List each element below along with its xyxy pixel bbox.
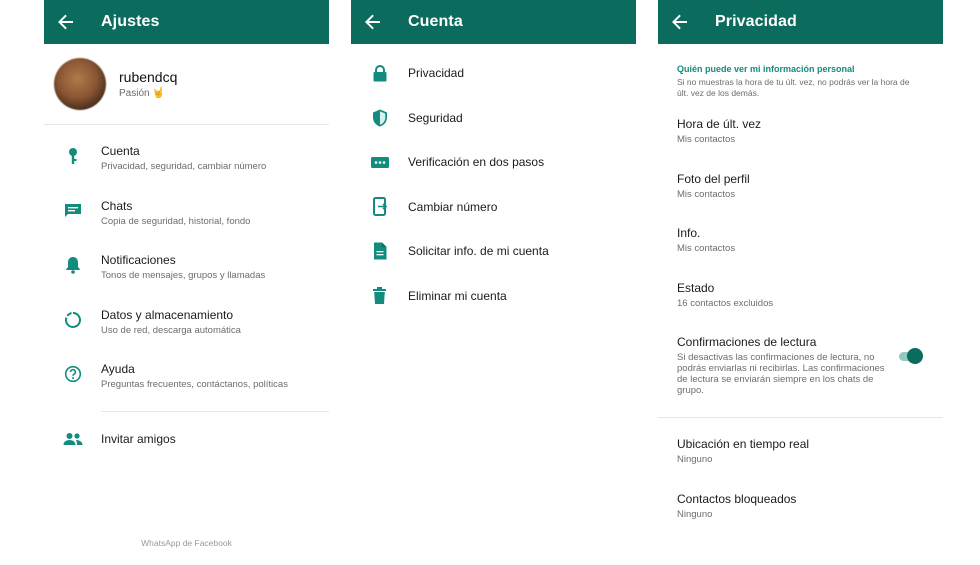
people-icon — [44, 432, 101, 446]
profile-status: Pasión 🤘 — [119, 88, 165, 99]
back-arrow-icon[interactable] — [351, 0, 395, 44]
account-item-verificacion[interactable] — [351, 140, 636, 185]
privacy-item-profile-photo[interactable] — [658, 172, 943, 227]
account-item-label: Seguridad — [408, 110, 463, 125]
shield-icon — [351, 109, 408, 127]
back-arrow-icon[interactable] — [658, 0, 702, 44]
privacy-item-info[interactable] — [658, 226, 943, 281]
account-item-label: Privacidad — [408, 66, 465, 81]
ajustes-header — [44, 0, 329, 44]
account-item-eliminar[interactable] — [351, 274, 636, 319]
settings-item-sub: Privacidad, seguridad, cambiar número — [101, 161, 267, 172]
section-title: Quién puede ver mi información personal — [677, 64, 855, 74]
privacy-item-estado[interactable] — [658, 281, 943, 336]
privacy-item-value: 16 contactos excluidos — [677, 297, 774, 309]
privacy-item-label: Estado — [677, 280, 715, 295]
settings-item-sub: Preguntas frecuentes, contáctanos, políticas — [101, 379, 288, 390]
avatar[interactable] — [54, 58, 106, 110]
read-receipts-description: Si desactivas las confirmaciones de lectura, no podrás enviarlas ni recibirlas. Las confirmaciones de lectura se enviarán siempre en los chats de grupo. — [677, 352, 885, 396]
privacy-item-value: Mis contactos — [677, 134, 736, 145]
settings-item-sub: Uso de red, descarga automática — [101, 324, 241, 336]
footer-text: WhatsApp de Facebook — [141, 538, 232, 548]
account-item-label: Cambiar número — [408, 199, 498, 214]
page-title: Ajustes — [101, 13, 160, 30]
settings-item-label: Chats — [101, 198, 133, 213]
privacy-item-value: Ninguno — [677, 508, 713, 520]
account-item-cambiar-numero[interactable] — [351, 185, 636, 230]
ajustes-panel — [44, 0, 329, 565]
privacidad-header — [658, 0, 943, 44]
bell-icon — [44, 247, 101, 274]
privacy-item-last-seen[interactable] — [658, 117, 943, 172]
phone-change-icon — [351, 197, 408, 216]
read-receipts-toggle[interactable] — [899, 348, 923, 364]
privacy-item-blocked-contacts[interactable] — [658, 492, 943, 547]
page-title: Privacidad — [715, 13, 797, 30]
privacy-item-label: Foto del perfil — [677, 171, 750, 186]
key-icon — [44, 138, 101, 165]
privacy-item-label: Info. — [677, 226, 701, 240]
invite-friends-row[interactable] — [44, 412, 329, 466]
privacy-item-value: Mis contactos — [677, 188, 736, 200]
privacidad-panel — [658, 0, 943, 565]
privacy-item-label: Ubicación en tiempo real — [677, 437, 810, 451]
account-item-label: Solicitar info. de mi cuenta — [408, 244, 549, 259]
settings-item-sub: Tonos de mensajes, grupos y llamadas — [101, 270, 266, 281]
account-item-label: Verificación en dos pasos — [408, 155, 545, 170]
document-icon — [351, 242, 408, 260]
settings-item-chats[interactable] — [44, 193, 329, 248]
cuenta-panel — [351, 0, 636, 565]
settings-item-label: Ayuda — [101, 362, 135, 376]
profile-row[interactable] — [44, 44, 329, 125]
settings-item-sub: Copia de seguridad, historial, fondo — [101, 215, 251, 227]
privacy-item-label: Hora de últ. vez — [677, 117, 762, 131]
chat-icon — [44, 193, 101, 218]
dots-icon — [351, 157, 408, 168]
settings-item-notificaciones[interactable] — [44, 247, 329, 302]
privacy-item-value: Mis contactos — [677, 243, 736, 254]
toggle-knob — [907, 348, 923, 364]
help-icon — [44, 356, 101, 383]
privacy-item-value: Ninguno — [677, 454, 713, 465]
account-item-privacidad[interactable] — [351, 51, 636, 96]
page-title: Cuenta — [408, 13, 463, 30]
privacy-item-live-location[interactable] — [658, 437, 943, 492]
privacy-item-label: Contactos bloqueados — [677, 491, 797, 506]
profile-name: rubendcq — [119, 69, 178, 85]
data-usage-icon — [44, 302, 101, 329]
settings-item-label: Notificaciones — [101, 253, 176, 267]
account-item-solicitar-info[interactable] — [351, 229, 636, 274]
read-receipts-label: Confirmaciones de lectura — [677, 335, 817, 349]
settings-item-label: Datos y almacenamiento — [101, 307, 234, 322]
invite-label: Invitar amigos — [101, 431, 176, 446]
settings-item-cuenta[interactable] — [44, 138, 329, 193]
trash-icon — [351, 287, 408, 304]
settings-item-datos[interactable] — [44, 302, 329, 357]
account-item-label: Eliminar mi cuenta — [408, 288, 507, 303]
account-item-seguridad[interactable] — [351, 96, 636, 141]
section-description: Si no muestras la hora de tu últ. vez, no podrás ver la hora de últ. vez de los demás. — [677, 77, 910, 98]
lock-icon — [351, 65, 408, 82]
back-arrow-icon[interactable] — [44, 0, 88, 44]
settings-item-ayuda[interactable] — [44, 356, 329, 411]
cuenta-header — [351, 0, 636, 44]
settings-item-label: Cuenta — [101, 144, 140, 158]
